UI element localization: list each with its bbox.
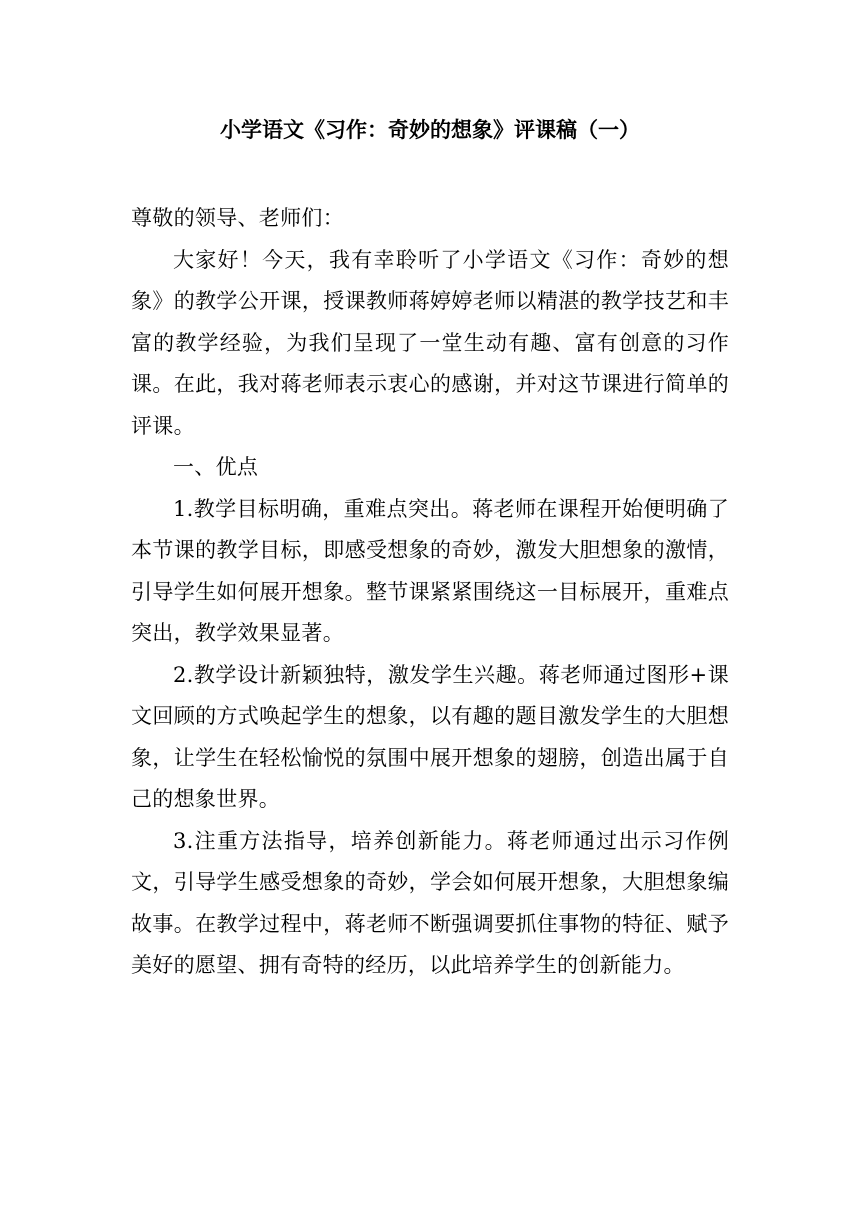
greeting-line: 尊敬的领导、老师们： [131, 206, 344, 230]
document-body [131, 198, 729, 987]
paragraph-intro: 大家好！今天，我有幸聆听了小学语文《习作：奇妙的想象》的教学公开课，授课教师蒋婷婷老师以精湛的教学技艺和丰富的教学经验，为我们呈现了一堂生动有趣、富有创意的习作课。在此，我对蒋老师表示衷心的感谢，并对这节课进行简单的评课。 [131, 247, 729, 438]
page-title: 小学语文《习作：奇妙的想象》评课稿（一） [220, 118, 640, 142]
section-heading-advantages: 一、优点 [173, 455, 259, 479]
paragraph-point-1: 1.教学目标明确，重难点突出。蒋老师在课程开始便明确了本节课的教学目标，即感受想象的奇妙，激发大胆想象的激情，引导学生如何展开想象。整节课紧紧围绕这一目标展开，重难点突出，教学效果显著。 [131, 496, 729, 645]
paragraph-point-3: 3.注重方法指导，培养创新能力。蒋老师通过出示习作例文，引导学生感受想象的奇妙，学会如何展开想象，大胆想象编故事。在教学过程中，蒋老师不断强调要抓住事物的特征、赋予美好的愿望、拥有奇特的经历，以此培养学生的创新能力。 [131, 828, 729, 977]
paragraph-point-2: 2.教学设计新颖独特，激发学生兴趣。蒋老师通过图形+课文回顾的方式唤起学生的想象，以有趣的题目激发学生的大胆想象，让学生在轻松愉悦的氛围中展开想象的翅膀，创造出属于自己的想象世界。 [131, 662, 729, 811]
